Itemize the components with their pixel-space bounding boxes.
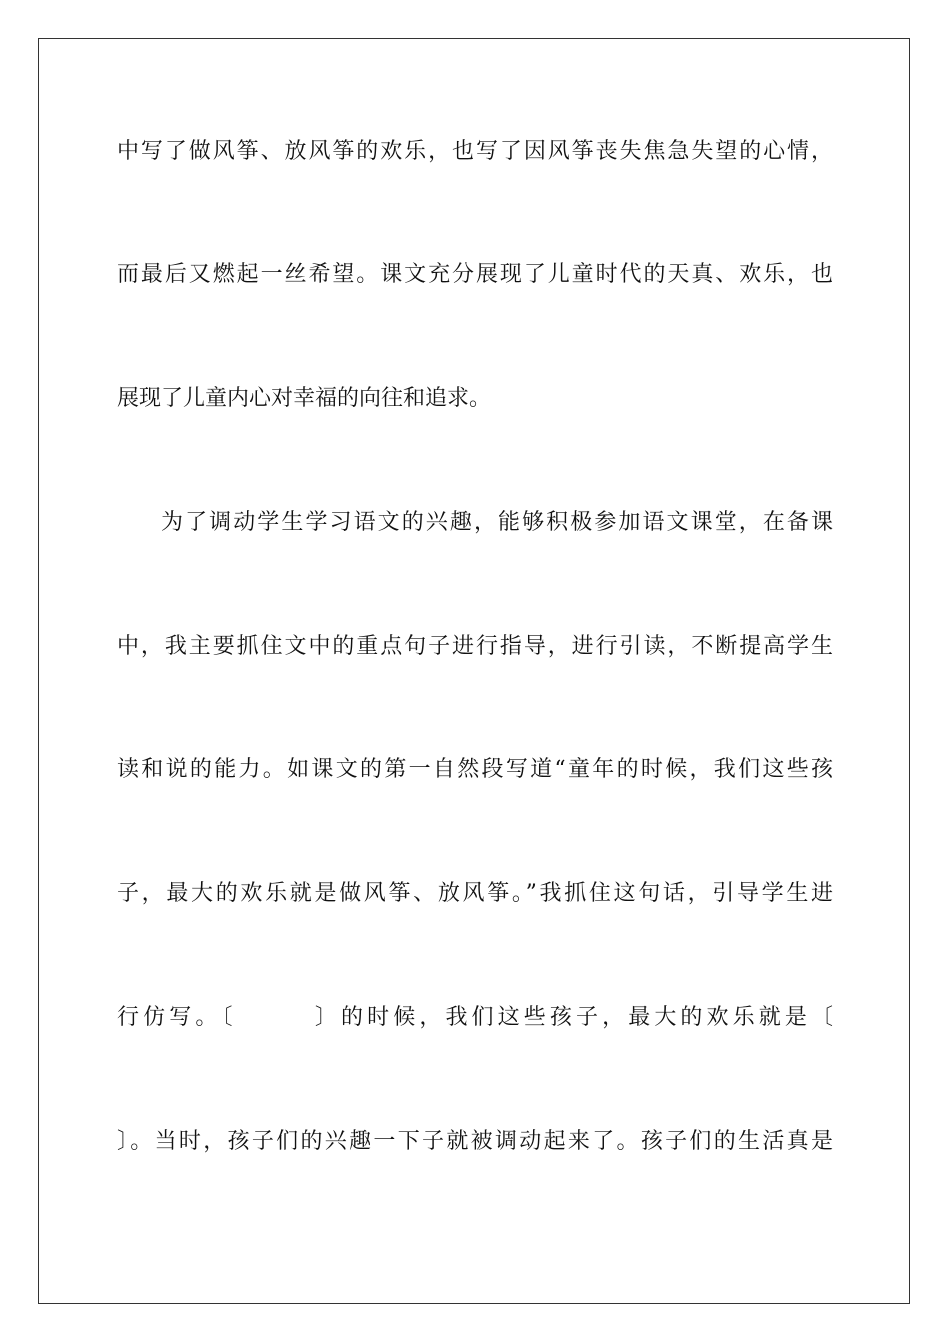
text-line-6: 读和说的能力。如课文的第一自然段写道“童年的时候，我们这些孩 bbox=[117, 757, 833, 782]
text-line-1: 中写了做风筝、放风筝的欢乐，也写了因风筝丧失焦急失望的心情， bbox=[117, 139, 833, 164]
text-line-3: 展现了儿童内心对幸福的向往和追求。 bbox=[117, 386, 492, 411]
text-line-9: 〕。当时，孩子们的兴趣一下子就被调动起来了。孩子们的生活真是 bbox=[117, 1129, 833, 1154]
text-line-5: 中，我主要抓住文中的重点句子进行指导，进行引读，不断提高学生 bbox=[117, 634, 833, 659]
text-line-7: 子，最大的欢乐就是做风筝、放风筝。”我抓住这句话，引导学生进 bbox=[117, 881, 833, 906]
text-line-8: 行仿写。〔 〕的时候，我们这些孩子，最大的欢乐就是〔 bbox=[117, 1005, 833, 1030]
text-line-4: 为了调动学生学习语文的兴趣，能够积极参加语文课堂，在备课 bbox=[161, 510, 833, 535]
page-border bbox=[38, 38, 910, 1304]
text-line-2: 而最后又燃起一丝希望。课文充分展现了儿童时代的天真、欢乐，也 bbox=[117, 262, 833, 287]
